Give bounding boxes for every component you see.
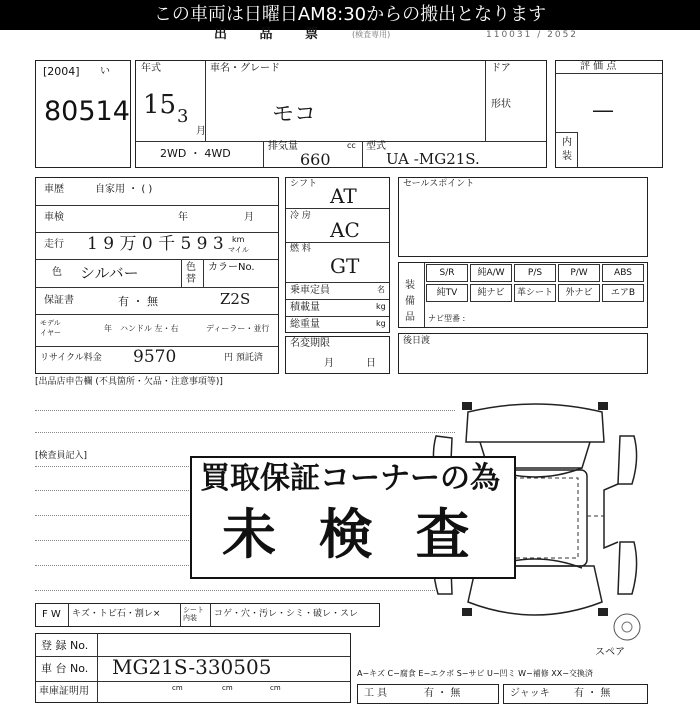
cm-unit-1: cm: [172, 684, 183, 692]
month-value: 3: [177, 106, 189, 127]
damage-legend: A−キズ C−腐食 E−エクボ S−サビ U−凹ミ W−補修 XX−交換済: [357, 669, 593, 678]
lot-year-tag: [2004]: [43, 65, 80, 78]
load-label: 積載量: [290, 302, 320, 313]
gross-label: 総重量: [290, 319, 320, 330]
notes-label: 後日渡: [403, 336, 431, 346]
model-label: 型式: [366, 141, 386, 152]
handle: ハンドル 左・右: [120, 324, 179, 333]
fuel-value: GT: [330, 254, 360, 278]
cert-label: 車庫証明用: [39, 686, 89, 697]
color-change-2: 替: [186, 274, 196, 285]
name-label: 車名・グレード: [210, 63, 280, 74]
month-suffix: 月: [196, 126, 206, 137]
name-change-label: 名変期限: [290, 338, 330, 349]
capacity-label: 乗車定員: [290, 285, 330, 296]
tools-label: 工 具: [364, 688, 388, 699]
inspection-month: 月: [244, 212, 254, 223]
color-change-1: 色: [186, 262, 196, 273]
equipment-option: P/W: [558, 264, 600, 282]
chassis-label: 車 台 No.: [41, 662, 89, 675]
fw-items: キズ・トビ石・割レ×: [72, 609, 161, 619]
shift-value: AT: [330, 184, 357, 208]
navi-model-label: ナビ型番 :: [428, 314, 466, 323]
sheet-title: 出 品 票: [214, 27, 333, 42]
chassis-value: MG21S-330505: [112, 655, 272, 679]
mileage-label: 走行: [44, 239, 64, 250]
interior-label: 内: [562, 137, 572, 148]
equipment-option: 革シート: [514, 284, 556, 302]
equipment-option: S/R: [426, 264, 468, 282]
cm-unit-2: cm: [222, 684, 233, 692]
shift-label: シフト: [290, 179, 318, 189]
seat-items: コゲ・穴・汚レ・シミ・破レ・スレ: [214, 609, 359, 619]
cc-unit: cc: [347, 141, 356, 150]
name-value: モコ: [272, 102, 317, 127]
declaration-label: [出品店申告欄 (不具箇所・欠品・注意事項等)]: [35, 377, 223, 387]
year-value: 15: [143, 90, 177, 120]
recycle-value: 9570: [133, 347, 177, 367]
seat-label: シート内装: [183, 606, 204, 622]
notes-box: [398, 333, 648, 374]
reg-no-label: 登 録 No.: [41, 639, 89, 652]
equipment-option: 純A/W: [470, 264, 512, 282]
exterior-label: 装: [562, 151, 572, 162]
warranty-value: 有 ・ 無: [118, 295, 158, 308]
recycle-unit: 円 預託済: [224, 353, 263, 363]
load-unit: kg: [376, 302, 386, 311]
score-label: 評 価 点: [580, 61, 617, 72]
inspector-label: [検査員記入]: [35, 451, 88, 461]
history-label: 車歴: [44, 184, 64, 195]
mileage-unit-mile: マイル: [228, 246, 249, 254]
ac-label: 冷 房: [290, 211, 311, 221]
model-year-label-1: モデル: [40, 319, 61, 327]
year-label: 年式: [141, 63, 161, 74]
fw-label: F W: [42, 609, 61, 620]
capacity-unit: 名: [377, 285, 385, 294]
mileage-unit-km: km: [232, 235, 245, 244]
jack-value: 有 ・ 無: [574, 688, 611, 699]
equipment-option: 外ナビ: [558, 284, 600, 302]
equipment-option: 純ナビ: [470, 284, 512, 302]
stamp-line-2: 未 検 査: [222, 503, 482, 566]
equipment-option: エアB: [602, 284, 644, 302]
displacement-label: 排気量: [268, 141, 298, 152]
color-label: 色: [52, 267, 62, 278]
model-value: UA -MG21S.: [386, 150, 480, 168]
model-year-unit: 年: [104, 324, 112, 333]
recycle-label: リサイクル料金: [40, 353, 102, 363]
color-no-value: Z2S: [220, 290, 251, 308]
equipment-label: 装備品: [405, 280, 415, 323]
banner: この車両は日曜日AM8:30からの搬出となります: [0, 0, 700, 30]
sales-point-label: セールスポイント: [403, 179, 475, 189]
history-box: [35, 177, 279, 374]
mileage-value: 1 9 万 0 千 5 9 3: [87, 234, 224, 254]
color-no-label: カラーNo.: [208, 262, 255, 273]
equipment-option: ABS: [602, 264, 644, 282]
dealer: ディーラー・並行: [206, 324, 270, 333]
warranty-label: 保証書: [44, 295, 74, 306]
inspection-label: 車検: [44, 212, 64, 223]
spare-tire-icon: [612, 612, 642, 642]
cm-unit-3: cm: [270, 684, 281, 692]
sheet-subtitle: (検査専用): [352, 30, 391, 39]
unchecked-stamp: [190, 456, 516, 579]
stamp-line-1: 買取保証コーナーの為: [200, 461, 500, 496]
equipment-option: 純TV: [426, 284, 468, 302]
color-value: シルバー: [80, 264, 139, 282]
inspection-year: 年: [178, 212, 188, 223]
model-year-label-2: イヤー: [40, 329, 61, 337]
score-value: —: [592, 98, 614, 123]
displacement-value: 660: [300, 150, 331, 169]
equipment-option: P/S: [514, 264, 556, 282]
history-value: 自家用 ・ ( ): [95, 184, 153, 195]
spare-label: スペア: [595, 647, 625, 658]
gross-unit: kg: [376, 319, 386, 328]
lot-number: 80514: [44, 96, 130, 127]
sheet-serial: 110031 / 2052: [486, 30, 579, 40]
ac-value: AC: [330, 218, 360, 242]
door-label: ドア: [491, 63, 511, 74]
shape-label: 形状: [491, 99, 511, 110]
drive-type: 2WD ・ 4WD: [160, 147, 231, 160]
fuel-label: 燃 料: [290, 244, 311, 254]
jack-label: ジャッキ: [510, 688, 550, 699]
tools-value: 有 ・ 無: [424, 688, 461, 699]
sales-point-box: [398, 177, 648, 257]
lot-kana: い: [100, 66, 110, 77]
name-change-month: 月: [324, 358, 334, 369]
name-change-day: 日: [366, 358, 376, 369]
